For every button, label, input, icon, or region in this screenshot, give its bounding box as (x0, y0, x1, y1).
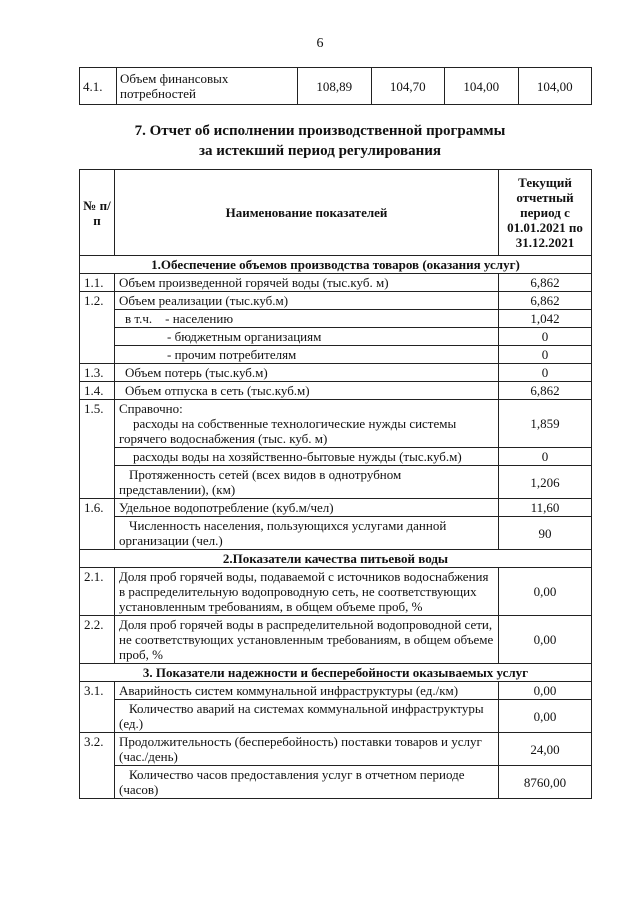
row-number: 1.6. (80, 499, 115, 550)
row-name: Аварийность систем коммунальной инфраструктуры (ед./км) (115, 682, 499, 700)
section-title (0, 121, 640, 161)
section-row (80, 664, 592, 682)
header-period: Текущий отчетный период с 01.01.2021 по 31.12.2021 (499, 170, 592, 256)
value-cell: 0,00 (499, 616, 592, 664)
row-number: 3.1. (80, 682, 115, 733)
row-name: Объем произведенной горячей воды (тыс.куб. м) (115, 274, 499, 292)
row-name: Продолжительность (бесперебойность) поставки товаров и услуг (час./день) (115, 733, 499, 766)
row-name: Количество часов предоставления услуг в отчетном периоде (часов) (115, 766, 499, 799)
value-cell: 11,60 (499, 499, 592, 517)
table-row (80, 682, 592, 700)
table-row (80, 733, 592, 766)
table-row (80, 517, 592, 550)
row-name: Численность населения, пользующихся услугами данной организации (чел.) (115, 517, 499, 550)
value-cell: 6,862 (499, 274, 592, 292)
value-cell: 0 (499, 346, 592, 364)
value-cell: 1,859 (499, 400, 592, 448)
table-row (80, 700, 592, 733)
row-name: Доля проб горячей воды, подаваемой с источников водоснабжения в распределительную водопроводную сеть, не соответствующих установленным требованиям, в общем объеме проб, % (115, 568, 499, 616)
table-row (80, 292, 592, 310)
row-number: 1.1. (80, 274, 115, 292)
value-cell: 24,00 (499, 733, 592, 766)
value-cell: 104,00 (518, 68, 592, 105)
header-num: № п/п (80, 170, 115, 256)
row-name (115, 400, 499, 448)
table-row (80, 766, 592, 799)
table-row (80, 346, 592, 364)
section-title-line: за истекший период регулирования (198, 143, 442, 159)
value-cell: 0,00 (499, 682, 592, 700)
table-row (80, 310, 592, 328)
row-name: Объем отпуска в сеть (тыс.куб.м) (115, 382, 499, 400)
row-number: 4.1. (80, 68, 117, 105)
value-cell: 0,00 (499, 568, 592, 616)
value-cell: 0,00 (499, 700, 592, 733)
table-row (80, 466, 592, 499)
value-cell: 0 (499, 448, 592, 466)
value-cell: 0 (499, 328, 592, 346)
row-text: расходы на собственные технологические нужды системы горячего водоснабжения (тыс. куб. м) (119, 416, 457, 446)
table-row (80, 274, 592, 292)
row-name: Объем финансовых потребностей (117, 68, 298, 105)
section-heading: 3. Показатели надежности и бесперебойности оказываемых услуг (80, 664, 592, 682)
value-cell: 6,862 (499, 292, 592, 310)
value-cell: 104,00 (445, 68, 519, 105)
value-cell: 0 (499, 364, 592, 382)
section-heading: 1.Обеспечение объемов производства товаров (оказания услуг) (80, 256, 592, 274)
section-title-line: 7. Отчет об исполнении производственной программы (134, 123, 506, 139)
value-cell: 8760,00 (499, 766, 592, 799)
financial-needs-table (79, 67, 592, 105)
value-cell: 90 (499, 517, 592, 550)
table-row (80, 400, 592, 448)
table-row (80, 568, 592, 616)
value-cell: 1,206 (499, 466, 592, 499)
row-name: Доля проб горячей воды в распределительной водопроводной сети, не соответствующих установленным требованиям, в общем объеме проб, % (115, 616, 499, 664)
value-cell: 108,89 (298, 68, 372, 105)
row-name: - прочим потребителям (115, 346, 499, 364)
table-row (80, 382, 592, 400)
row-number: 2.1. (80, 568, 115, 616)
row-name (115, 310, 499, 328)
table-row (80, 68, 592, 105)
row-label: Справочно: (119, 401, 183, 416)
table-row (80, 364, 592, 382)
row-number: 1.4. (80, 382, 115, 400)
section-heading: 2.Показатели качества питьевой воды (80, 550, 592, 568)
production-report-table (79, 169, 592, 799)
row-name: Объем реализации (тыс.куб.м) (115, 292, 499, 310)
section-row (80, 550, 592, 568)
row-number: 2.2. (80, 616, 115, 664)
row-prefix: в т.ч. (125, 311, 153, 326)
row-name: Количество аварий на системах коммунальной инфраструктуры (ед.) (115, 700, 499, 733)
row-name: Удельное водопотребление (куб.м/чел) (115, 499, 499, 517)
row-name: Протяженность сетей (всех видов в однотрубном представлении), (км) (115, 466, 499, 499)
row-label: - населению (165, 311, 234, 326)
table-row (80, 616, 592, 664)
value-cell: 6,862 (499, 382, 592, 400)
table-header-row (80, 170, 592, 256)
table-row (80, 499, 592, 517)
section-row (80, 256, 592, 274)
row-number: 1.5. (80, 400, 115, 499)
row-name: расходы воды на хозяйственно-бытовые нужды (тыс.куб.м) (115, 448, 499, 466)
value-cell: 1,042 (499, 310, 592, 328)
row-number: 1.2. (80, 292, 115, 364)
table-row (80, 328, 592, 346)
header-name: Наименование показателей (115, 170, 499, 256)
row-number: 3.2. (80, 733, 115, 799)
value-cell: 104,70 (371, 68, 445, 105)
row-number: 1.3. (80, 364, 115, 382)
row-name: - бюджетным организациям (115, 328, 499, 346)
page-number: 6 (316, 36, 324, 51)
row-name: Объем потерь (тыс.куб.м) (115, 364, 499, 382)
table-row (80, 448, 592, 466)
